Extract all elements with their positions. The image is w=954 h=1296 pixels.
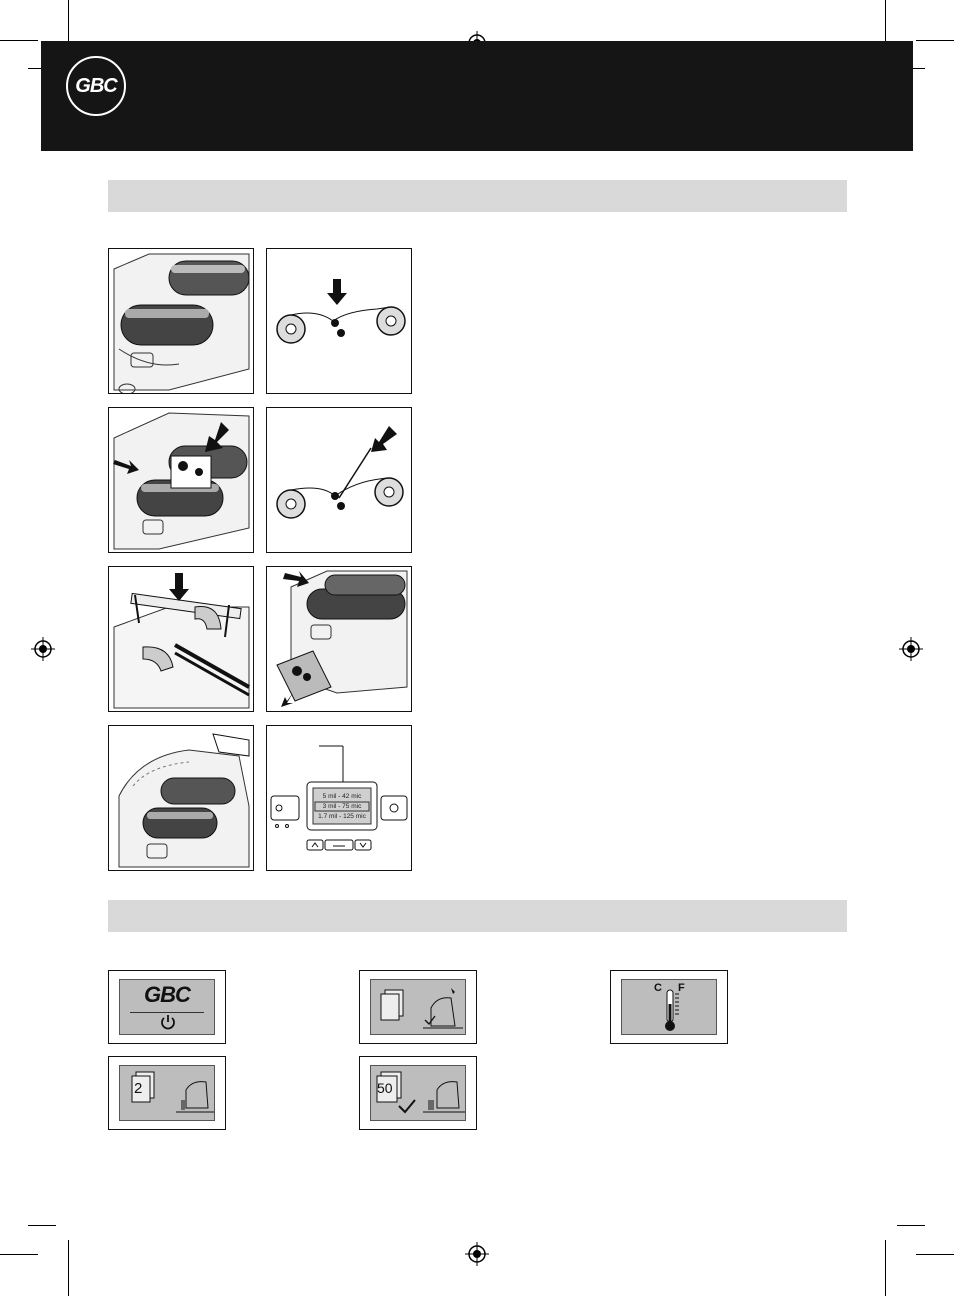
arrow-icon xyxy=(169,573,189,601)
page-count-fifty: 50 xyxy=(377,1080,393,1096)
figure-lid-close xyxy=(108,725,254,871)
up-button[interactable] xyxy=(307,840,323,850)
power-icon xyxy=(120,980,216,1036)
arrow-icon xyxy=(281,693,293,707)
crop-mark xyxy=(916,1254,954,1255)
checkmark-icon xyxy=(399,1100,415,1112)
speed-option: 5 mil - 42 mic xyxy=(322,793,362,800)
crop-mark xyxy=(885,1240,886,1296)
lcd-gbc-logo: GBC xyxy=(144,982,190,1007)
crop-mark xyxy=(916,40,954,41)
lcd-temperature xyxy=(610,970,728,1044)
figure-card-eject xyxy=(266,566,412,712)
figure-control-panel xyxy=(266,725,412,871)
figure-card-insert-diagram xyxy=(266,407,412,553)
temp-f-label: F xyxy=(678,982,685,994)
figure-laminator-rolls xyxy=(108,248,254,394)
speed-option-selected: 3 mil - 75 mic xyxy=(322,803,362,810)
speed-option: 1.7 mil - 125 mic xyxy=(318,813,366,820)
section-band-top xyxy=(108,180,847,212)
lcd-count-fifty xyxy=(359,1056,477,1130)
lcd-count-two xyxy=(108,1056,226,1130)
lcd-start-screen xyxy=(108,970,226,1044)
lcd-pouch-ready xyxy=(359,970,477,1044)
registration-mark-icon xyxy=(31,637,55,661)
temp-c-label: C xyxy=(654,982,662,994)
gbc-logo: GBC xyxy=(66,56,126,116)
checkmark-icon xyxy=(425,1016,435,1024)
crop-mark xyxy=(0,40,38,41)
arrow-icon xyxy=(371,426,397,452)
menu-button[interactable] xyxy=(325,840,353,850)
crop-mark xyxy=(68,1240,69,1296)
crop-mark xyxy=(0,1254,38,1255)
registration-mark-icon xyxy=(465,1242,489,1266)
figure-threading-card xyxy=(108,407,254,553)
down-button[interactable] xyxy=(355,840,371,850)
figure-cartridge-remove xyxy=(108,566,254,712)
page-header xyxy=(41,41,913,151)
section-band-bottom xyxy=(108,900,847,932)
page-count-two: 2 xyxy=(134,1080,143,1097)
arrow-icon xyxy=(451,988,455,994)
registration-mark-icon xyxy=(899,637,923,661)
figure-film-path-diagram xyxy=(266,248,412,394)
crop-mark xyxy=(897,1225,925,1226)
arrow-icon xyxy=(327,279,347,305)
thermometer-icon xyxy=(622,980,718,1036)
crop-mark xyxy=(28,1225,56,1226)
